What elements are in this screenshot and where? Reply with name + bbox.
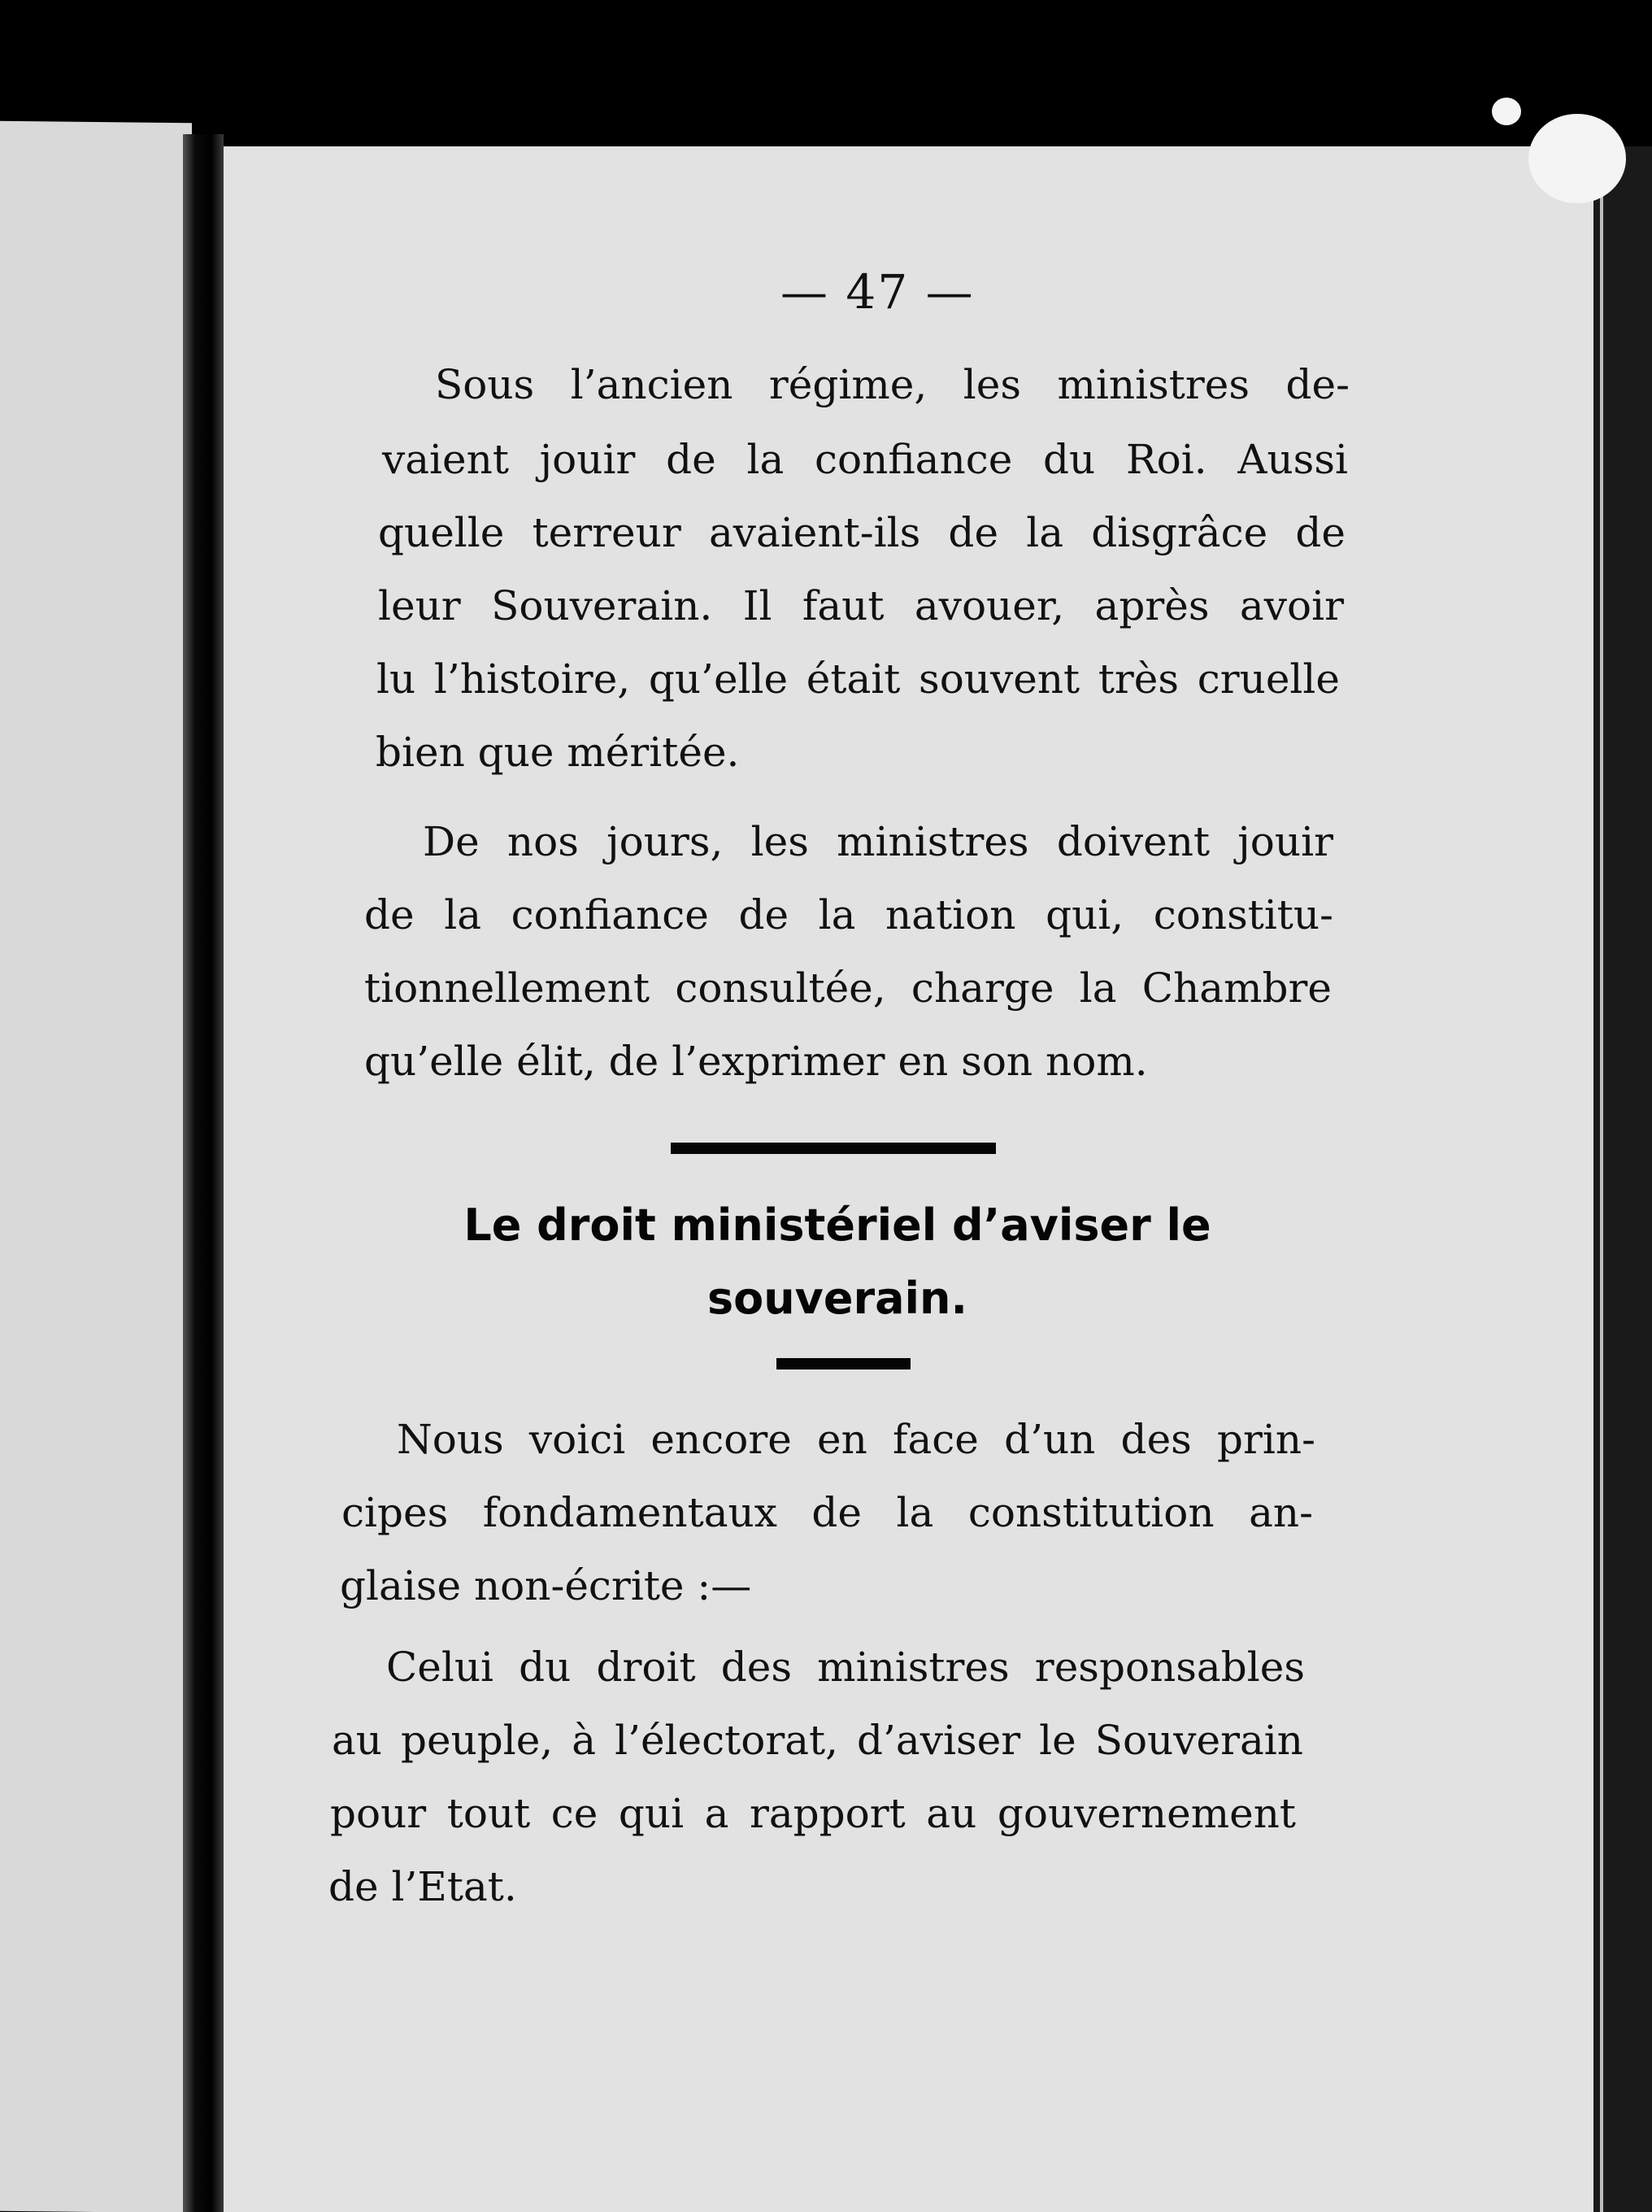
left-page-edge bbox=[0, 121, 192, 2212]
paragraph-3-line-1: Nous voici encore en face d’un des prin- bbox=[397, 1416, 1315, 1463]
paragraph-4-line-1: Celui du droit des ministres responsables bbox=[386, 1644, 1305, 1691]
paragraph-1-line-2: vaient jouir de la confiance du Roi. Aussi bbox=[382, 436, 1348, 483]
book-spine-shadow bbox=[183, 134, 224, 2212]
outer-page-edge bbox=[1593, 146, 1652, 2212]
paragraph-1-line-3: quelle terreur avaient-ils de la disgrâce de bbox=[378, 509, 1346, 556]
paragraph-4-line-2: au peuple, à l’électorat, d’aviser le Souverain bbox=[332, 1717, 1303, 1764]
paragraph-1-line-5: lu l’histoire, qu’elle était souvent très cruelle bbox=[376, 655, 1340, 703]
paragraph-2-line-4: qu’elle élit, de l’exprimer en son nom. bbox=[364, 1038, 1148, 1085]
paragraph-2-line-3: tionnellement consultée, charge la Chambre bbox=[364, 964, 1332, 1012]
paragraph-3-line-2: cipes fondamentaux de la constitution an- bbox=[341, 1489, 1313, 1536]
section-heading-line-2: souverain. bbox=[706, 1273, 968, 1324]
paragraph-4-line-4: de l’Etat. bbox=[328, 1863, 517, 1910]
paragraph-4-line-3: pour tout ce qui a rapport au gouvernement bbox=[330, 1790, 1296, 1837]
paragraph-3-line-3: glaise non-écrite :— bbox=[340, 1562, 752, 1609]
section-divider-bottom bbox=[776, 1358, 911, 1369]
paragraph-1-line-4: leur Souverain. Il faut avouer, après avoir bbox=[378, 582, 1344, 629]
paragraph-2-line-1: De nos jours, les ministres doivent jouir bbox=[423, 818, 1333, 865]
ink-blot bbox=[1492, 98, 1521, 125]
section-heading-line-1: Le droit ministériel d’aviser le bbox=[463, 1200, 1211, 1251]
section-divider-top bbox=[671, 1143, 996, 1154]
paragraph-1-line-1: Sous l’ancien régime, les ministres de- bbox=[435, 361, 1350, 408]
paragraph-2-line-2: de la confiance de la nation qui, constitu- bbox=[364, 891, 1333, 938]
paper-stain bbox=[1528, 114, 1626, 203]
page-number: — 47 — bbox=[780, 264, 975, 320]
page-edge-stripe bbox=[1600, 146, 1603, 2212]
paragraph-1-line-6: bien que méritée. bbox=[376, 729, 740, 776]
